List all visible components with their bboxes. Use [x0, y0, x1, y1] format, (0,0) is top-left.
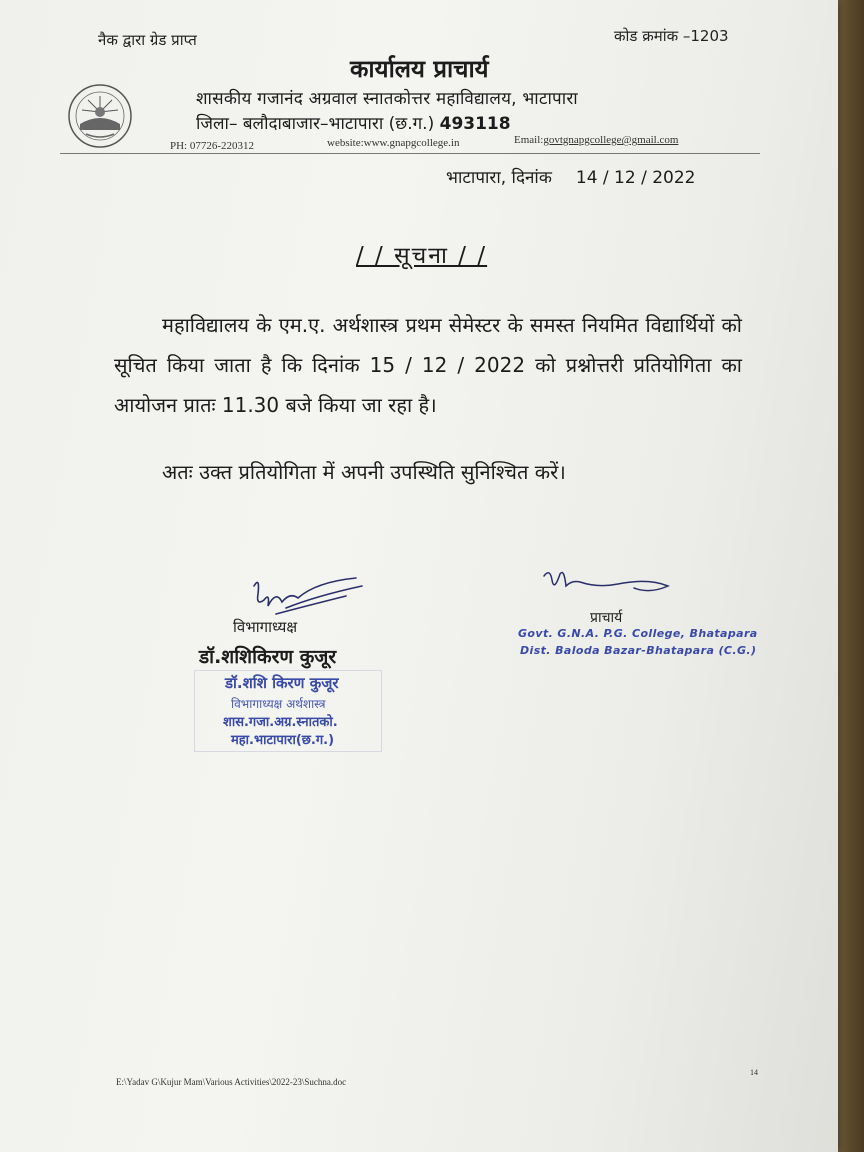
email-label: Email: [514, 134, 544, 146]
district-line [196, 111, 511, 134]
office-title: कार्यालय प्राचार्य [350, 55, 489, 83]
hod-stamp-designation: विभागाध्यक्ष अर्थशास्त्र [231, 697, 326, 711]
email-line [514, 134, 678, 146]
accreditation-text: नैक द्वारा ग्रेड प्राप्त [98, 31, 197, 49]
college-logo-icon [66, 82, 134, 150]
principal-stamp-college: Govt. G.N.A. P.G. College, Bhatapara [518, 627, 758, 640]
page-number: 14 [750, 1068, 758, 1077]
hod-stamp-college: शास.गजा.अग्र.स्नातको. [223, 715, 338, 730]
hod-name: डॉ.शशिकिरण कुजूर [199, 646, 337, 668]
principal-designation: प्राचार्य [590, 610, 623, 626]
hod-designation: विभागाध्यक्ष [233, 618, 298, 636]
hod-signature [246, 572, 366, 618]
phone-number: PH: 07726-220312 [170, 140, 255, 152]
hod-stamp-name: डॉ.शशि किरण कुजूर [225, 674, 339, 692]
pincode: 493118 [439, 114, 511, 134]
email-link[interactable]: govtgnapgcollege@gmail.com [543, 134, 679, 146]
issue-date: 14 / 12 / 2022 [575, 168, 696, 188]
principal-signature [538, 566, 678, 608]
notice-paragraph-1: महाविद्यालय के एम.ए. अर्थशास्त्र प्रथम सेमेस्टर के समस्त नियमित विद्यार्थियों को सूचित किया जाता है कि दिनांक 15 / 12 / 2022 को प्रश्नोत्तरी प्रतियोगिता का आयोजन प्रातः 11.30 बजे किया जा रहा है। [114, 313, 742, 417]
district-name: जिला– बलौदाबाजार–भाटापारा (छ.ग.) [196, 114, 435, 134]
footer-file-path: E:\Yadav G\Kujur Mam\Various Activities\2022-23\Suchna.doc [116, 1077, 347, 1087]
notice-heading: / / सूचना / / [356, 243, 488, 269]
principal-stamp-district: Dist. Baloda Bazar-Bhatapara (C.G.) [520, 644, 757, 657]
website-link[interactable]: website:www.gnapgcollege.in [327, 137, 460, 149]
header-divider [60, 153, 760, 154]
college-name: शासकीय गजानंद अग्रवाल स्नातकोत्तर महाविद्यालय, भाटापारा [196, 89, 578, 109]
place-label: भाटापारा, दिनांक [446, 168, 552, 188]
hod-stamp [194, 670, 382, 752]
code-number: कोड क्रमांक –1203 [614, 27, 729, 45]
hod-stamp-place: महा.भाटापारा(छ.ग.) [231, 733, 335, 748]
notice-paragraph-2: अतः उक्त प्रतियोगिता में अपनी उपस्थिति सुनिश्चित करें। [162, 460, 566, 484]
place-date-line [446, 165, 695, 188]
